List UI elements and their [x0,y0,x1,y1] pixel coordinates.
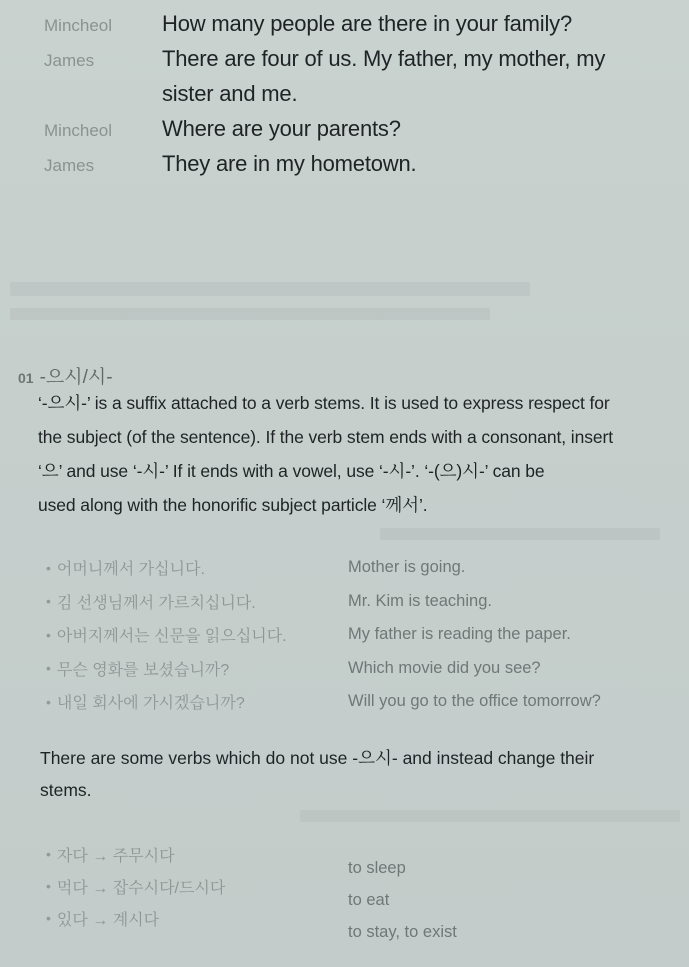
verb-row [46,902,666,941]
example-korean: 무슨 영화를 보셨습니까? [56,661,230,679]
example-korean-wrap [46,657,348,680]
bullet-icon: • [46,660,51,677]
dialogue-line [44,6,664,41]
example-row [46,551,666,585]
dialogue [44,6,664,181]
example-korean-wrap [46,690,348,713]
dialogue-line [44,41,664,76]
bleed-through-mark [300,810,680,822]
example-korean-wrap [46,590,348,613]
note-line: There are some verbs which do not use -으시- and instead change their [40,748,595,768]
verb-list [46,838,666,941]
speaker-name: Mincheol [44,121,113,140]
explanation-line: ‘으’ and use ‘-시-’ If it ends with a vowel, use ‘-시-’. ‘-(으)시-’ can be [38,461,545,481]
example-english: Will you go to the office tomorrow? [348,692,601,711]
example-english: Mr. Kim is teaching. [348,591,492,610]
dialogue-text: They are in my hometown. [162,151,417,176]
explanation-line: the subject (of the sentence). If the verb stem ends with a consonant, insert [38,427,613,447]
verb-english: to eat [348,890,390,909]
example-row [46,685,666,719]
speaker-name: James [44,156,95,175]
bullet-icon: • [46,626,51,643]
note-line: stems. [40,780,92,800]
bullet-icon: • [46,559,51,576]
explanation-line: used along with the honorific subject particle ‘께서’. [38,495,428,515]
dialogue-line [44,146,664,181]
bleed-through-mark [380,528,660,540]
speaker-name: James [44,51,95,70]
example-korean: 김 선생님께서 가르치십니다. [56,594,256,612]
verb-english: to stay, to exist [348,922,457,941]
example-row [46,652,666,686]
verb-row [46,870,666,909]
example-korean: 어머니께서 가십니다. [56,561,205,579]
bullet-icon: • [46,878,51,894]
dialogue-line-continuation [44,76,664,111]
bullet-icon: • [46,910,51,926]
verb-english: to sleep [348,858,406,877]
example-english: Mother is going. [348,558,466,577]
section-number: 01 [18,370,34,386]
bullet-icon: • [46,593,51,610]
bleed-through-mark [10,308,490,320]
verb-korean: 있다 → 계시다 [56,911,160,929]
bullet-icon: • [46,693,51,710]
verb-korean-wrap [46,907,348,930]
verb-korean: 자다 → 주무시다 [56,847,175,865]
irregular-verbs-note [40,742,684,806]
explanation-line: ‘-으시-’ is a suffix attached to a verb stems. It is used to express respect for [38,393,610,413]
verb-korean-wrap [46,843,348,866]
speaker-name: Mincheol [44,16,113,35]
bullet-icon: • [46,846,51,862]
dialogue-text: There are four of us. My father, my mother, my [162,46,606,71]
dialogue-text: sister and me. [162,81,298,106]
section-heading [18,362,113,389]
example-list [46,551,666,719]
bleed-through-mark [10,282,530,296]
example-english: Which movie did you see? [348,658,541,677]
example-korean: 내일 회사에 가시겠습니까? [56,695,245,713]
example-row [46,618,666,652]
example-row [46,585,666,619]
section-title: -으시/시- [39,367,113,388]
dialogue-line [44,111,664,146]
example-korean: 아버지께서는 신문을 읽으십니다. [56,628,287,646]
example-english: My father is reading the paper. [348,625,571,644]
verb-row [46,838,666,877]
verb-korean: 먹다 → 잡수시다/드시다 [56,879,226,897]
dialogue-text: Where are your parents? [162,116,401,141]
verb-korean-wrap [46,875,348,898]
grammar-explanation [38,386,682,522]
example-korean-wrap [46,623,348,646]
example-korean-wrap [46,556,348,579]
dialogue-text: How many people are there in your family? [162,11,573,36]
